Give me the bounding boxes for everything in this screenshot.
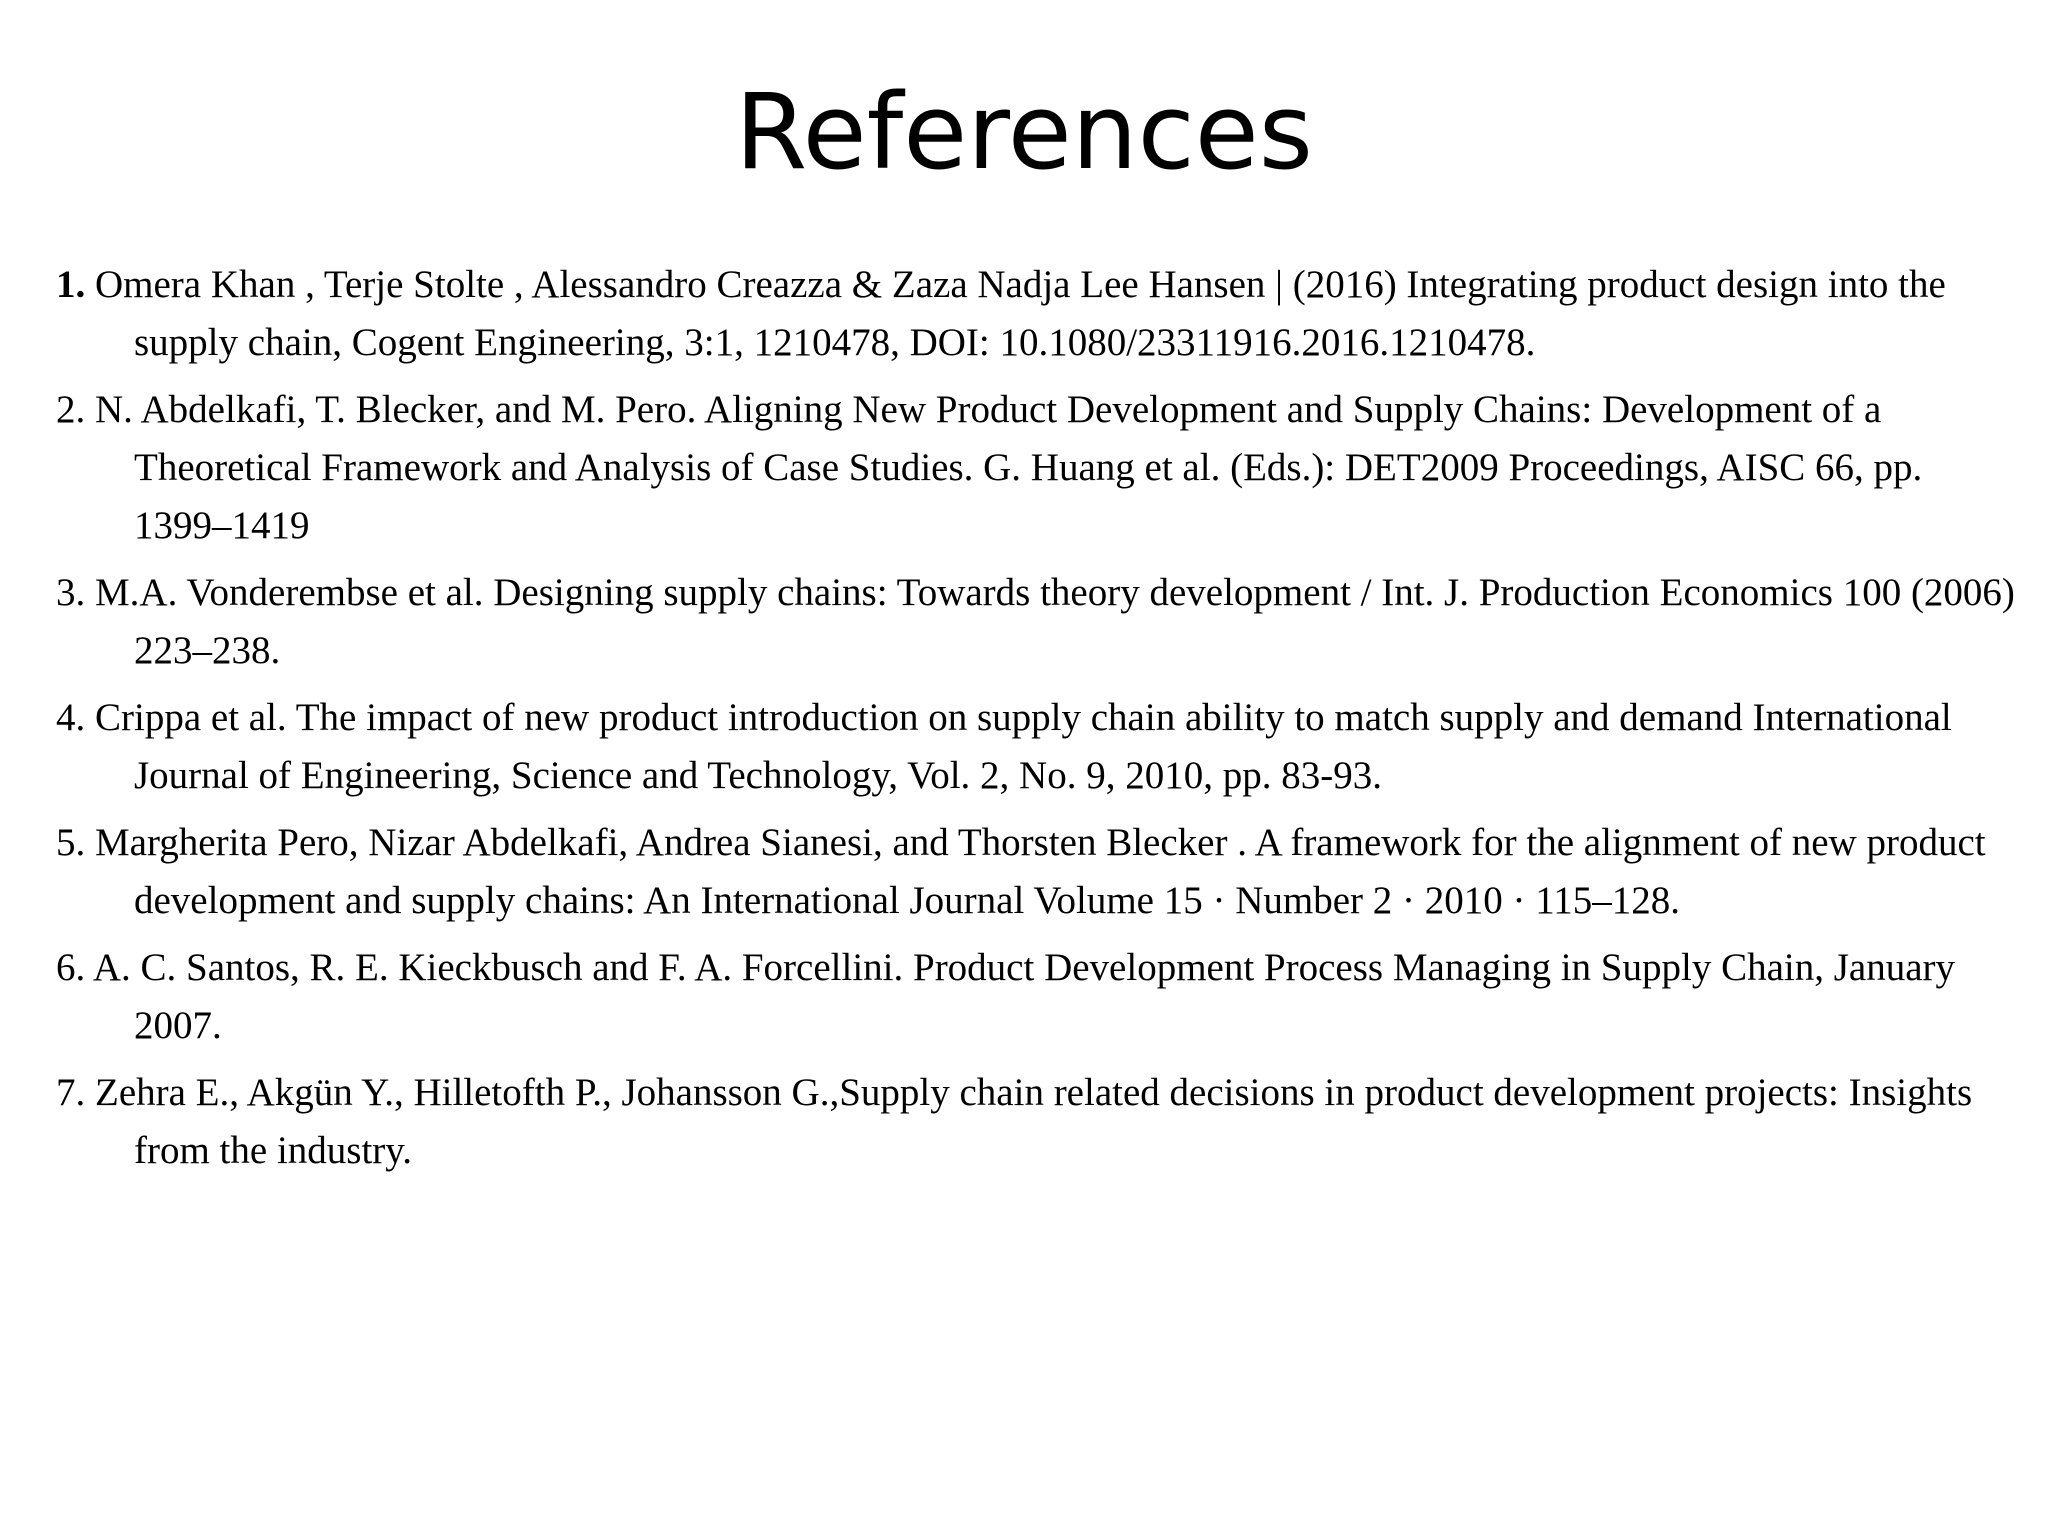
reference-item-5: [56, 814, 2016, 930]
reference-item-7: [56, 1064, 2016, 1180]
reference-text: M.A. Vonderembse et al. Designing supply chains: Towards theory development / Int. J. Production Economics 100 (2006) 223–238.: [85, 571, 2015, 672]
reference-number: 5.: [56, 821, 86, 864]
reference-item-2: [56, 381, 2016, 555]
reference-text: N. Abdelkafi, T. Blecker, and M. Pero. Aligning New Product Development and Supply Chains: Development of a Theoretical Framework and Analysis of Case Studies. G. Huang et al. (Eds.): DET2009 Proceedings, AISC 66, pp. 1399–1419: [85, 388, 1923, 547]
reference-item-1: [56, 256, 2016, 372]
reference-list: [56, 256, 2016, 1189]
slide-title: References: [735, 71, 1313, 193]
reference-item-6: [56, 939, 2016, 1055]
reference-text: Zehra E., Akgün Y., Hilletofth P., Johansson G.,Supply chain related decisions in product development projects: Insights from the industry.: [85, 1071, 1973, 1172]
reference-number: 1.: [56, 263, 86, 306]
reference-text: Omera Khan , Terje Stolte , Alessandro Creazza & Zaza Nadja Lee Hansen | (2016) Integrating product design into the supply chain, Cogent Engineering, 3:1, 1210478, DOI: 10.1080/23311916.2016.1210478.: [85, 263, 1946, 364]
reference-item-4: [56, 689, 2016, 805]
reference-text: Crippa et al. The impact of new product introduction on supply chain ability to match supply and demand International Journal of Engineering, Science and Technology, Vol. 2, No. 9, 2010, pp. 83-93.: [85, 696, 1952, 797]
reference-number: 2.: [56, 388, 86, 431]
reference-text: Margherita Pero, Nizar Abdelkafi, Andrea Sianesi, and Thorsten Blecker . A framework for the alignment of new product: [85, 821, 1986, 864]
reference-number: 6.: [56, 946, 86, 989]
reference-number: 7.: [56, 1071, 86, 1114]
reference-text: A. C. Santos, R. E. Kieckbusch and F. A. Forcellini. Product Development Process Managing in Supply Chain, January 2007.: [85, 946, 1956, 1047]
reference-number: 4.: [56, 696, 86, 739]
reference-item-3: [56, 564, 2016, 680]
reference-text-continuation: development and supply chains: An International Journal Volume 15 · Number 2 · 2010 · 115–128.: [134, 879, 1681, 922]
reference-number: 3.: [56, 571, 86, 614]
